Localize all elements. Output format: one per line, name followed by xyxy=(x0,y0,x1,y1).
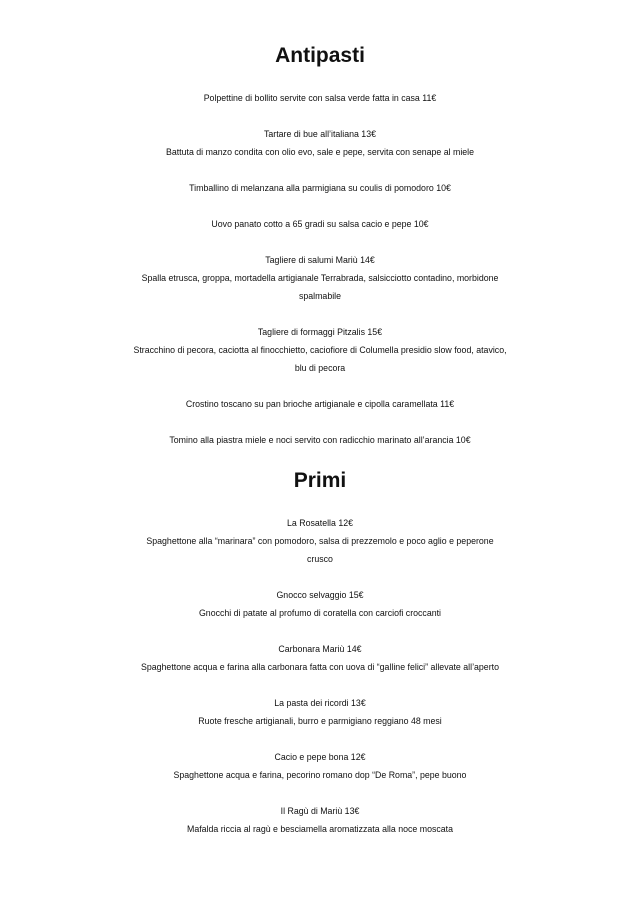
antipasti-item-salumi: Tagliere di salumi Mariù 14€ xyxy=(265,255,375,265)
primi-item-ricordi-desc: Ruote fresche artigianali, burro e parmigiano reggiano 48 mesi xyxy=(198,716,442,726)
antipasti-item-tomino: Tomino alla piastra miele e noci servito con radicchio marinato all’arancia 10€ xyxy=(169,435,471,445)
antipasti-item-tartare: Tartare di bue all’italiana 13€ xyxy=(264,129,376,139)
antipasti-item-formaggi-desc: Stracchino di pecora, caciotta al finocchietto, caciofiore di Columella presidio slow food, atavico, xyxy=(133,345,507,355)
primi-item-ricordi: La pasta dei ricordi 13€ xyxy=(274,698,366,708)
antipasti-item-crostino: Crostino toscano su pan brioche artigianale e cipolla caramellata 11€ xyxy=(185,399,455,409)
primi-item-gnocco: Gnocco selvaggio 15€ xyxy=(276,590,364,600)
antipasti-item-polpettine: Polpettine di bollito servite con salsa verde fatta in casa 11€ xyxy=(203,93,437,103)
antipasti-item-uovo: Uovo panato cotto a 65 gradi su salsa cacio e pepe 10€ xyxy=(211,219,429,229)
primi-title: Primi xyxy=(293,469,347,492)
antipasti-item-formaggi: Tagliere di formaggi Pitzalis 15€ xyxy=(257,327,383,337)
antipasti-item-timballino: Timballino di melanzana alla parmigiana su coulis di pomodoro 10€ xyxy=(189,183,451,193)
primi-item-carbonara: Carbonara Mariù 14€ xyxy=(278,644,362,654)
primi-item-ragu: Il Ragù di Mariù 13€ xyxy=(280,806,360,816)
primi-item-cacio-desc: Spaghettone acqua e farina, pecorino romano dop “De Roma”, pepe buono xyxy=(173,770,467,780)
primi-item-gnocco-desc: Gnocchi di patate al profumo di coratella con carciofi croccanti xyxy=(198,608,442,618)
primi-item-carbonara-desc: Spaghettone acqua e farina alla carbonara fatta con uova di “galline felici” allevate all’aperto xyxy=(141,662,499,672)
primi-item-rosatella-desc-cont: crusco xyxy=(307,554,333,564)
antipasti-item-salumi-desc-cont: spalmabile xyxy=(298,291,342,301)
primi-item-cacio: Cacio e pepe bona 12€ xyxy=(274,752,366,762)
primi-item-rosatella-desc: Spaghettone alla “marinara” con pomodoro, salsa di prezzemolo e poco aglio e peperone xyxy=(146,536,494,546)
antipasti-item-salumi-desc: Spalla etrusca, groppa, mortadella artigianale Terrabrada, salsicciotto contadino, morbidone xyxy=(141,273,499,283)
primi-item-ragu-desc: Mafalda riccia al ragù e besciamella aromatizzata alla noce moscata xyxy=(187,824,453,834)
antipasti-item-formaggi-desc-cont: blu di pecora xyxy=(294,363,346,373)
antipasti-item-tartare-desc: Battuta di manzo condita con olio evo, sale e pepe, servita con senape al miele xyxy=(165,147,475,157)
primi-item-rosatella: La Rosatella 12€ xyxy=(286,518,354,528)
antipasti-title: Antipasti xyxy=(275,44,365,67)
